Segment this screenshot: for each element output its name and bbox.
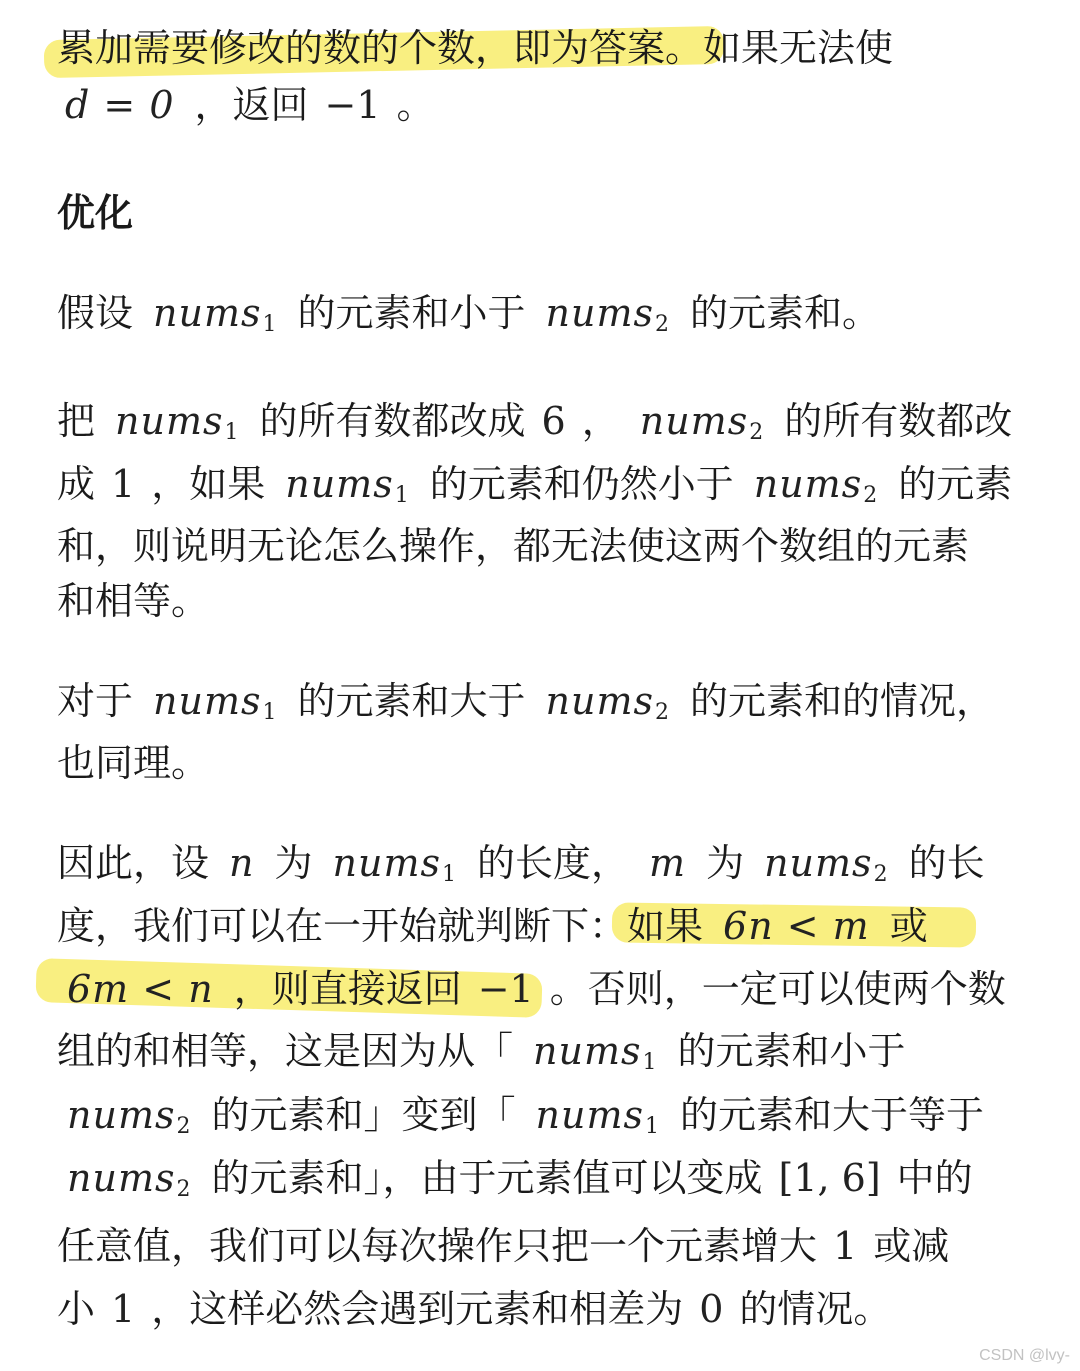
math-inline: nums$_2$ <box>67 1093 192 1139</box>
math-inline: nums$_1$ <box>285 462 410 508</box>
text-line: nums$_2$ 的元素和」变到「 nums$_1$ 的元素和大于等于 <box>67 1093 984 1139</box>
math-inline: 6n < m <box>723 904 870 948</box>
text-line: 度，我们可以在一开始就判断下：如果 6n < m 或 <box>57 904 928 948</box>
text-line: 把 nums$_1$ 的所有数都改成 6 ， nums$_2$ 的所有数都改 <box>57 399 1013 445</box>
math-inline: nums$_2$ <box>545 291 670 337</box>
text-line: 对于 nums$_1$ 的元素和大于 nums$_2$ 的元素和的情况， <box>57 679 995 725</box>
math-inline: nums$_1$ <box>535 1093 660 1139</box>
text-line: 和，则说明无论怎么操作，都无法使这两个数组的元素 <box>57 524 970 568</box>
math-inline: nums$_1$ <box>115 399 240 445</box>
math-inline: nums$_2$ <box>753 462 879 508</box>
math-inline: 6 <box>541 399 566 443</box>
math-inline: m <box>649 841 687 885</box>
text-line: 和相等。 <box>57 579 210 623</box>
text-line: nums$_2$ 的元素和」，由于元素值可以变成 [1, 6] 中的 <box>67 1156 973 1202</box>
math-inline: nums$_2$ <box>545 679 670 725</box>
math-inline: 1 <box>111 1287 136 1331</box>
math-inline: 6m < n <box>67 967 214 1011</box>
text-line: 假设 nums$_1$ 的元素和小于 nums$_2$ 的元素和。 <box>57 291 881 337</box>
text-line: 小 1 ，这样必然会遇到元素和相差为 0 的情况。 <box>57 1287 892 1331</box>
math-inline: nums$_1$ <box>332 841 457 887</box>
text-line: 累加需要修改的数的个数，即为答案。如果无法使 <box>57 26 894 70</box>
text-line: d = 0 ，返回 −1 。 <box>65 83 435 127</box>
math-inline: −1 <box>477 967 534 1011</box>
math-inline: nums$_2$ <box>67 1156 192 1202</box>
text-line: 也同理。 <box>57 741 210 785</box>
math-inline: nums$_1$ <box>153 679 278 725</box>
math-inline: nums$_1$ <box>153 291 278 337</box>
text-line: 6m < n ，则直接返回 −1 。否则，一定可以使两个数 <box>67 967 1006 1011</box>
section-heading: 优化 <box>57 191 134 235</box>
math-inline: d = 0 <box>65 83 175 127</box>
math-inline: nums$_1$ <box>533 1029 658 1075</box>
math-inline: nums$_2$ <box>639 399 765 445</box>
math-inline: [1, 6] <box>778 1156 881 1200</box>
watermark: CSDN @lvy- <box>979 1347 1070 1364</box>
math-inline: n <box>229 841 255 885</box>
math-inline: 1 <box>833 1224 858 1268</box>
text-line: 因此，设 n 为 nums$_1$ 的长度， m 为 nums$_2$ 的长 <box>57 841 985 887</box>
math-inline: 0 <box>699 1287 724 1331</box>
math-inline: 1 <box>111 462 136 506</box>
math-inline: nums$_2$ <box>764 841 889 887</box>
text-line: 组的和相等，这是因为从「 nums$_1$ 的元素和小于 <box>57 1029 906 1075</box>
text-line: 任意值，我们可以每次操作只把一个元素增大 1 或减 <box>57 1224 950 1268</box>
text-line: 成 1 ，如果 nums$_1$ 的元素和仍然小于 nums$_2$ 的元素 <box>57 462 1013 508</box>
math-inline: −1 <box>324 83 381 127</box>
